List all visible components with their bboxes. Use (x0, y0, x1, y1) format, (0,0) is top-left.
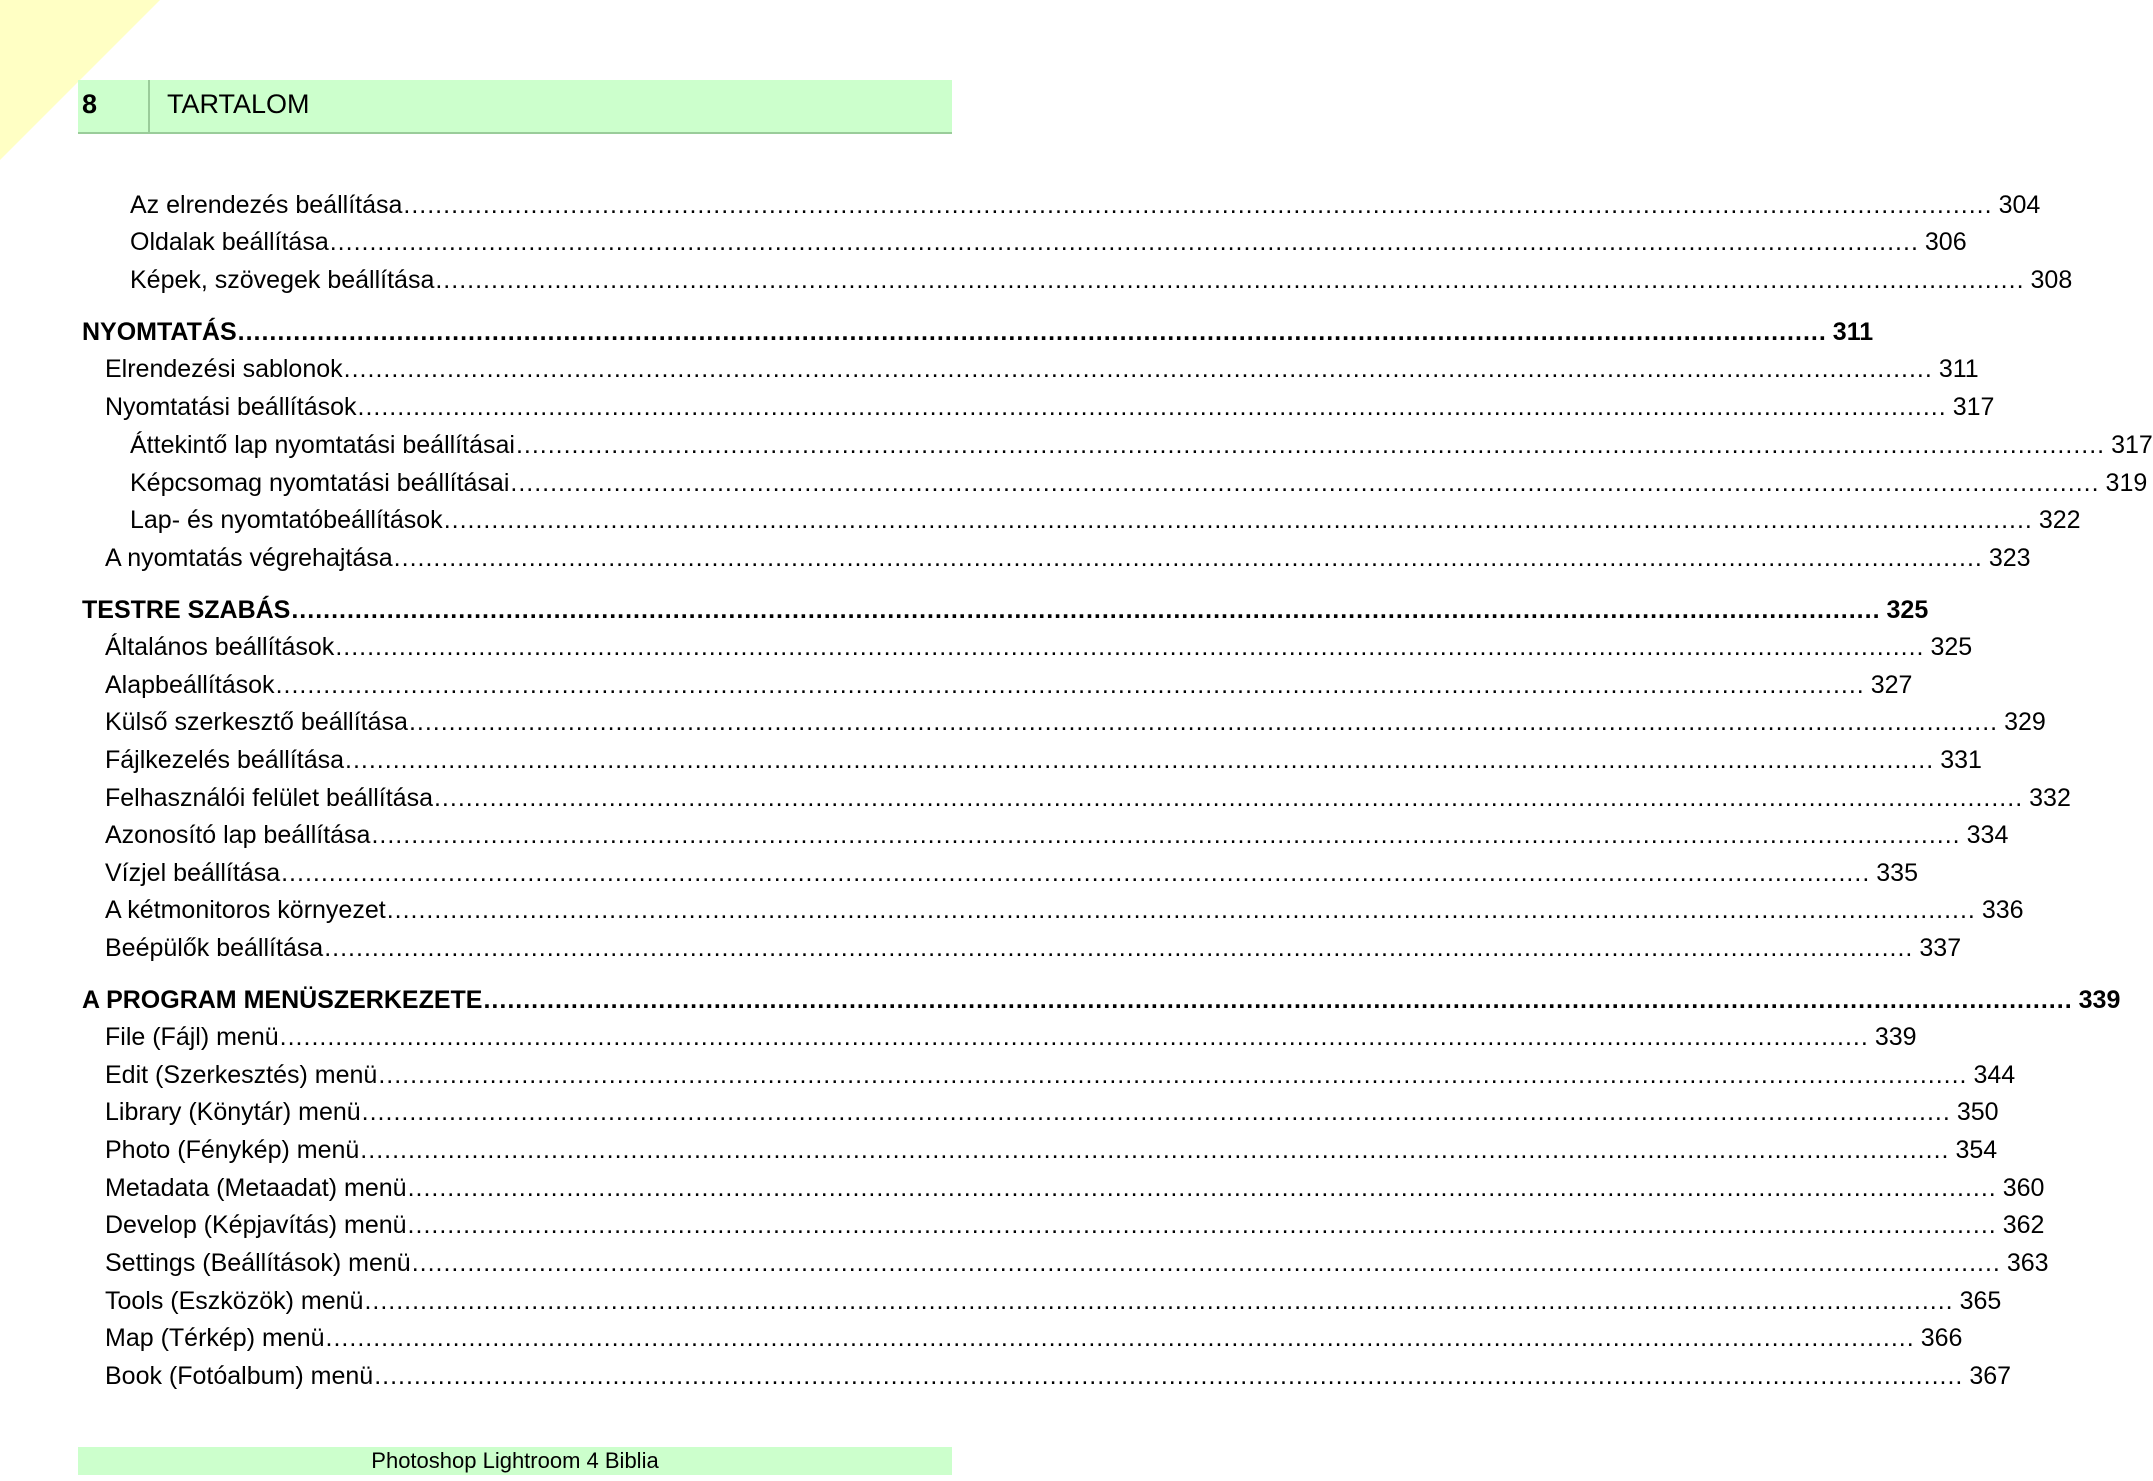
toc-entry[interactable] (105, 1208, 2045, 1242)
footer-title: Photoshop Lightroom 4 Biblia (371, 1448, 659, 1473)
toc-entry[interactable] (105, 1321, 1963, 1355)
toc-entry-page-number: 339 (1874, 1023, 1917, 1051)
toc-entry-page-number: 336 (1981, 896, 2024, 924)
toc-entry[interactable] (105, 630, 1973, 664)
toc-entry-page-number: 335 (1876, 859, 1918, 887)
toc-entry[interactable] (105, 352, 1979, 386)
toc-entry-page-number: 337 (1919, 934, 1962, 962)
toc-entry[interactable] (105, 705, 2046, 739)
toc-section-entry[interactable] (82, 593, 1929, 627)
dot-leader: ........................................................................................................................................................................................................ (275, 671, 1865, 699)
dot-leader: ........................................................................................................................................................................................................ (378, 1061, 1968, 1089)
toc-entry-page-number: 311 (1938, 355, 1979, 383)
toc-entry-page-number: 322 (2038, 506, 2081, 534)
toc-entry[interactable] (105, 743, 1982, 777)
dot-leader: ........................................................................................................................................................................................................ (435, 266, 2025, 294)
toc-entry-page-number: 344 (1973, 1061, 2016, 1089)
toc-entry[interactable] (105, 781, 2071, 815)
toc-entry[interactable] (105, 668, 1913, 702)
toc-entry-label: File (Fájl) menü (105, 1023, 279, 1051)
toc-entry-page-number: 366 (1920, 1324, 1963, 1352)
toc-entry-page-number: 317 (2111, 431, 2153, 459)
page-number: 8 (82, 89, 98, 119)
dot-leader: ........................................................................................................................................................................................................ (345, 746, 1935, 774)
dot-leader: ........................................................................................................................................................................................................ (279, 1023, 1869, 1051)
toc-entry[interactable] (105, 1284, 2002, 1318)
toc-entry-label: Általános beállítások (105, 633, 335, 661)
toc-section-entry[interactable] (82, 315, 1874, 349)
toc-entry-label: Edit (Szerkesztés) menü (105, 1061, 378, 1089)
toc-entry[interactable] (130, 503, 2081, 537)
toc-entry[interactable] (105, 541, 2031, 575)
toc-entry-label: Book (Fotóalbum) menü (105, 1362, 374, 1390)
toc-entry-label: Photo (Fénykép) menü (105, 1136, 360, 1164)
dot-leader: ........................................................................................................................................................................................................ (386, 896, 1976, 924)
dot-leader: ........................................................................................................................................................................................................ (515, 431, 2106, 459)
toc-entry[interactable] (130, 428, 2153, 462)
toc-entry-label: Képcsomag nyomtatási beállításai (130, 469, 510, 497)
toc-entry-page-number: 365 (1959, 1287, 2002, 1315)
dot-leader: ........................................................................................................................................................................................................ (324, 934, 1914, 962)
toc-entry[interactable] (105, 1058, 2016, 1092)
header-divider (148, 80, 150, 132)
dot-leader: ........................................................................................................................................................................................................ (510, 469, 2100, 497)
toc-entry-page-number: 317 (1952, 393, 1995, 421)
toc-entry[interactable] (105, 1133, 1998, 1167)
toc-entry-label: Map (Térkép) menü (105, 1324, 325, 1352)
toc-section-entry[interactable] (82, 983, 2121, 1017)
toc-entry-label: Azonosító lap beállítása (105, 821, 371, 849)
toc-entry[interactable] (105, 1246, 2049, 1280)
dot-leader: ........................................................................................................................................................................................................ (281, 859, 1871, 887)
dot-leader: ........................................................................................................................................................................................................ (360, 1136, 1950, 1164)
toc-entry-label: A kétmonitoros környezet (105, 896, 386, 924)
toc-entry[interactable] (130, 225, 1967, 259)
toc-entry-label: Képek, szövegek beállítása (130, 266, 435, 294)
toc-entry-page-number: 308 (2030, 266, 2073, 294)
toc-entry-page-number: 323 (1988, 544, 2031, 572)
toc-entry-label: Lap- és nyomtatóbeállítások (130, 506, 443, 534)
toc-entry-label: Fájlkezelés beállítása (105, 746, 345, 774)
toc-entry-label: Metadata (Metaadat) menü (105, 1174, 407, 1202)
toc-entry-label: Settings (Beállítások) menü (105, 1249, 411, 1277)
toc-entry-label: Alapbeállítások (105, 671, 275, 699)
toc-entry[interactable] (130, 466, 2148, 500)
dot-leader: ........................................................................................................................................................................................................ (329, 228, 1919, 256)
toc-entry-label: Develop (Képjavítás) menü (105, 1211, 407, 1239)
toc-entry-page-number: 306 (1924, 228, 1967, 256)
dot-leader: ........................................................................................................................................................................................................ (407, 1174, 1997, 1202)
toc-entry-page-number: 311 (1832, 318, 1874, 346)
toc-entry-label: A PROGRAM MENÜSZERKEZETE (82, 986, 483, 1014)
page-header (78, 80, 952, 134)
dot-leader: ........................................................................................................................................................................................................ (343, 355, 1933, 383)
dot-leader: ........................................................................................................................................................................................................ (371, 821, 1961, 849)
toc-entry[interactable] (105, 893, 2024, 927)
dot-leader: ........................................................................................................................................................................................................ (361, 1098, 1951, 1126)
dot-leader: ........................................................................................................................................................................................................ (237, 318, 1827, 346)
toc-entry-page-number: 304 (1998, 191, 2041, 219)
toc-entry-label: Elrendezési sablonok (105, 355, 343, 383)
toc-entry[interactable] (105, 1095, 1999, 1129)
dot-leader: ........................................................................................................................................................................................................ (407, 1211, 1997, 1239)
toc-entry-page-number: 367 (1969, 1362, 2012, 1390)
dot-leader: ........................................................................................................................................................................................................ (403, 191, 1993, 219)
toc-entry-label: Beépülők beállítása (105, 934, 324, 962)
toc-entry-page-number: 327 (1870, 671, 1913, 699)
toc-entry[interactable] (105, 931, 1962, 965)
toc-entry-label: Vízjel beállítása (105, 859, 281, 887)
toc-entry[interactable] (105, 1020, 1917, 1054)
toc-entry-label: A nyomtatás végrehajtása (105, 544, 393, 572)
toc-entry-page-number: 319 (2105, 469, 2148, 497)
toc-entry-label: Nyomtatási beállítások (105, 393, 357, 421)
toc-entry-page-number: 363 (2006, 1249, 2049, 1277)
toc-entry-page-number: 329 (2004, 708, 2046, 736)
page-footer (78, 1447, 952, 1475)
toc-entry[interactable] (105, 818, 2009, 852)
toc-entry-page-number: 360 (2002, 1174, 2045, 1202)
dot-leader: ........................................................................................................................................................................................................ (411, 1249, 2001, 1277)
dot-leader: ........................................................................................................................................................................................................ (291, 596, 1881, 624)
toc-entry[interactable] (130, 263, 2073, 297)
toc-entry[interactable] (105, 390, 1995, 424)
toc-entry-page-number: 332 (2029, 784, 2071, 812)
dot-leader: ........................................................................................................................................................................................................ (335, 633, 1925, 661)
toc-entry-page-number: 362 (2002, 1211, 2045, 1239)
dot-leader: ........................................................................................................................................................................................................ (483, 986, 2073, 1014)
toc-entry-page-number: 325 (1930, 633, 1973, 661)
dot-leader: ........................................................................................................................................................................................................ (374, 1362, 1964, 1390)
toc-entry-page-number: 339 (2078, 986, 2121, 1014)
toc-entry-page-number: 334 (1966, 821, 2009, 849)
dot-leader: ........................................................................................................................................................................................................ (433, 784, 2024, 812)
dot-leader: ........................................................................................................................................................................................................ (364, 1287, 1954, 1315)
toc-entry-page-number: 325 (1886, 596, 1929, 624)
toc-entry[interactable] (105, 1171, 2045, 1205)
toc-entry-label: Az elrendezés beállítása (130, 191, 403, 219)
toc-entry-page-number: 331 (1940, 746, 1982, 774)
header-title: TARTALOM (167, 89, 310, 119)
toc-entry-label: Oldalak beállítása (130, 228, 329, 256)
toc-entry-label: Tools (Eszközök) menü (105, 1287, 364, 1315)
dot-leader: ........................................................................................................................................................................................................ (325, 1324, 1915, 1352)
toc-entry[interactable] (105, 856, 1918, 890)
toc-entry-page-number: 354 (1955, 1136, 1998, 1164)
toc-entry-label: Áttekintő lap nyomtatási beállításai (130, 431, 515, 459)
toc-entry-page-number: 350 (1956, 1098, 1999, 1126)
toc-entry-label: TESTRE SZABÁS (82, 596, 291, 624)
toc-entry-label: NYOMTATÁS (82, 318, 237, 346)
dot-leader: ........................................................................................................................................................................................................ (357, 393, 1947, 421)
toc-entry-label: Library (Könytár) menü (105, 1098, 361, 1126)
dot-leader: ........................................................................................................................................................................................................ (443, 506, 2033, 534)
toc-entry[interactable] (130, 188, 2041, 222)
toc-entry-label: Felhasználói felület beállítása (105, 784, 433, 812)
toc-entry[interactable] (105, 1359, 2012, 1393)
dot-leader: ........................................................................................................................................................................................................ (393, 544, 1983, 572)
toc-entry-label: Külső szerkesztő beállítása (105, 708, 408, 736)
dot-leader: ........................................................................................................................................................................................................ (408, 708, 1999, 736)
